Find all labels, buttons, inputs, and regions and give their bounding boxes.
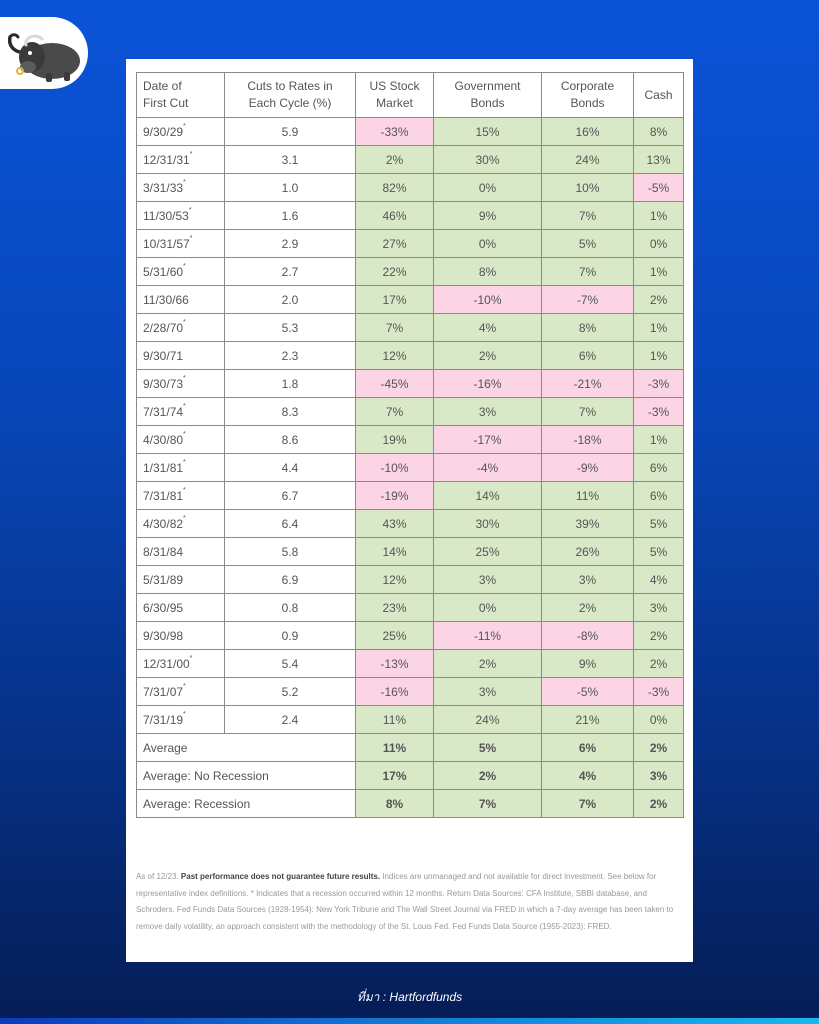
recession-marker: * xyxy=(183,458,186,466)
cell-gov: 0% xyxy=(434,174,542,202)
cell-gov: 15% xyxy=(434,118,542,146)
table-row xyxy=(137,426,684,454)
cell-date xyxy=(137,370,225,398)
table-body xyxy=(137,118,684,818)
cell-gov: -17% xyxy=(434,426,542,454)
table-row xyxy=(137,286,684,314)
bull-mascot-icon xyxy=(6,25,84,83)
cell-date xyxy=(137,230,225,258)
cell-date xyxy=(137,650,225,678)
cell-date xyxy=(137,594,225,622)
cell-cash: 2% xyxy=(634,286,684,314)
cell-date xyxy=(137,174,225,202)
cell-gov: -11% xyxy=(434,622,542,650)
cell-average-cash: 3% xyxy=(634,762,684,790)
date-text: 9/30/71 xyxy=(143,348,184,363)
cell-date xyxy=(137,510,225,538)
date-text: 5/31/89 xyxy=(143,572,184,587)
cell-cuts: 5.3 xyxy=(225,314,356,342)
cell-cash: 1% xyxy=(634,314,684,342)
cell-gov: 24% xyxy=(434,706,542,734)
average-row xyxy=(137,790,684,818)
cell-average-gov: 5% xyxy=(434,734,542,762)
cell-corp: 8% xyxy=(542,314,634,342)
cell-cash: 13% xyxy=(634,146,684,174)
logo-badge xyxy=(0,17,88,89)
cell-corp: -9% xyxy=(542,454,634,482)
cell-stock: 43% xyxy=(356,510,434,538)
date-text: 9/30/29 xyxy=(143,124,184,139)
date-text: 5/31/60 xyxy=(143,264,184,279)
header-cash: Cash xyxy=(634,73,684,118)
average-row xyxy=(137,734,684,762)
recession-marker: * xyxy=(183,682,186,690)
table-row xyxy=(137,594,684,622)
cell-corp: 10% xyxy=(542,174,634,202)
recession-marker: * xyxy=(188,206,192,214)
table-row xyxy=(137,342,684,370)
cell-cuts: 2.0 xyxy=(225,286,356,314)
cell-stock: 19% xyxy=(356,426,434,454)
cell-date xyxy=(137,426,225,454)
cell-date xyxy=(137,258,225,286)
cell-average-stock: 11% xyxy=(356,734,434,762)
cell-stock: -13% xyxy=(356,650,434,678)
recession-marker: * xyxy=(183,122,186,130)
cell-date xyxy=(137,146,225,174)
header-gov: Government Bonds xyxy=(434,73,542,118)
cell-cash: 1% xyxy=(634,342,684,370)
recession-marker: * xyxy=(183,486,186,494)
table-row xyxy=(137,118,684,146)
cell-cash: 8% xyxy=(634,118,684,146)
table-row xyxy=(137,454,684,482)
table-row xyxy=(137,314,684,342)
cell-cash: 0% xyxy=(634,230,684,258)
cell-gov: 30% xyxy=(434,510,542,538)
cell-cash: 2% xyxy=(634,622,684,650)
date-text: 7/31/07 xyxy=(143,684,184,699)
source-credit: ที่มา : Hartfordfunds xyxy=(356,990,463,1004)
table-row xyxy=(137,566,684,594)
bottom-accent-bar xyxy=(0,1018,819,1024)
cell-corp: 7% xyxy=(542,258,634,286)
cell-cash: 5% xyxy=(634,510,684,538)
cell-cash: 6% xyxy=(634,454,684,482)
cell-date xyxy=(137,202,225,230)
recession-marker: * xyxy=(189,150,193,158)
date-text: 10/31/57 xyxy=(143,236,190,251)
date-text: 11/30/66 xyxy=(143,292,189,307)
cell-date xyxy=(137,342,225,370)
cell-corp: 7% xyxy=(542,398,634,426)
cell-cash: 2% xyxy=(634,650,684,678)
date-text: 7/31/19 xyxy=(143,712,184,727)
cell-cuts: 5.9 xyxy=(225,118,356,146)
cell-average-gov: 7% xyxy=(434,790,542,818)
cell-average-label: Average: No Recession xyxy=(137,762,356,790)
cell-gov: 3% xyxy=(434,678,542,706)
cell-stock: -19% xyxy=(356,482,434,510)
cell-stock: -45% xyxy=(356,370,434,398)
rate-cut-returns-table xyxy=(136,72,684,818)
date-text: 7/31/74 xyxy=(143,404,184,419)
cell-gov: 2% xyxy=(434,342,542,370)
cell-corp: -8% xyxy=(542,622,634,650)
cell-average-corp: 6% xyxy=(542,734,634,762)
cell-average-cash: 2% xyxy=(634,734,684,762)
date-text: 2/28/70 xyxy=(143,320,184,335)
cell-stock: 82% xyxy=(356,174,434,202)
cell-cuts: 2.7 xyxy=(225,258,356,286)
date-text: 9/30/98 xyxy=(143,628,184,643)
cell-stock: 12% xyxy=(356,566,434,594)
recession-marker: * xyxy=(183,374,186,382)
cell-average-corp: 4% xyxy=(542,762,634,790)
cell-cash: 3% xyxy=(634,594,684,622)
cell-cash: 1% xyxy=(634,258,684,286)
cell-cash: -3% xyxy=(634,678,684,706)
recession-marker: * xyxy=(183,262,186,270)
cell-cuts: 6.9 xyxy=(225,566,356,594)
cell-stock: 25% xyxy=(356,622,434,650)
date-text: 11/30/53 xyxy=(143,208,189,223)
cell-gov: 14% xyxy=(434,482,542,510)
date-text: 3/31/33 xyxy=(143,180,184,195)
cell-corp: 24% xyxy=(542,146,634,174)
cell-average-stock: 8% xyxy=(356,790,434,818)
recession-marker: * xyxy=(189,234,193,242)
date-text: 9/30/73 xyxy=(143,376,184,391)
cell-gov: 25% xyxy=(434,538,542,566)
date-text: 7/31/81 xyxy=(143,488,184,503)
table-header-row xyxy=(137,73,684,118)
cell-date xyxy=(137,538,225,566)
cell-stock: 46% xyxy=(356,202,434,230)
cell-cuts: 5.2 xyxy=(225,678,356,706)
table-row xyxy=(137,706,684,734)
footnote: As of 12/23. Past performance does not guarantee future results. Indices are unmanaged and not available for direct investment. See below for representative index definitions. * Indicates that a recession occurred within 12 months. Return Data Sources: CFA Institute, SBBI database, and Schroders. Fed Funds Data Sources (1928-1954): New York Tribune and The Wall Street Journal via FRED in which a 7-day average has been taken to remove daily volatility, an approach consistent with the methodology of the St. Louis Fed. Fed Funds Data Source (1955-2023): FRED. xyxy=(136,872,674,931)
cell-corp: 11% xyxy=(542,482,634,510)
date-text: 12/31/00 xyxy=(143,656,190,671)
cell-average-stock: 17% xyxy=(356,762,434,790)
table-row xyxy=(137,202,684,230)
cell-gov: 0% xyxy=(434,230,542,258)
cell-cash: 6% xyxy=(634,482,684,510)
cell-average-label: Average: Recession xyxy=(137,790,356,818)
cell-stock: -33% xyxy=(356,118,434,146)
header-cuts: Cuts to Rates in Each Cycle (%) xyxy=(225,73,356,118)
cell-cuts: 4.4 xyxy=(225,454,356,482)
cell-gov: 4% xyxy=(434,314,542,342)
cell-stock: 27% xyxy=(356,230,434,258)
cell-cash: 0% xyxy=(634,706,684,734)
cell-corp: 16% xyxy=(542,118,634,146)
cell-date xyxy=(137,566,225,594)
cell-date xyxy=(137,622,225,650)
cell-stock: 17% xyxy=(356,286,434,314)
date-text: 8/31/84 xyxy=(143,544,184,559)
cell-cuts: 5.8 xyxy=(225,538,356,566)
cell-cuts: 2.4 xyxy=(225,706,356,734)
average-row xyxy=(137,762,684,790)
cell-cuts: 2.9 xyxy=(225,230,356,258)
cell-cash: 1% xyxy=(634,202,684,230)
cell-cash: 1% xyxy=(634,426,684,454)
cell-corp: 6% xyxy=(542,342,634,370)
cell-gov: 3% xyxy=(434,398,542,426)
header-corp: Corporate Bonds xyxy=(542,73,634,118)
cell-average-gov: 2% xyxy=(434,762,542,790)
cell-corp: -5% xyxy=(542,678,634,706)
cell-stock: 12% xyxy=(356,342,434,370)
recession-marker: * xyxy=(183,318,186,326)
table-row xyxy=(137,230,684,258)
cell-gov: 9% xyxy=(434,202,542,230)
cell-cash: 5% xyxy=(634,538,684,566)
table-row xyxy=(137,146,684,174)
table-row xyxy=(137,650,684,678)
cell-date xyxy=(137,678,225,706)
cell-date xyxy=(137,454,225,482)
table-row xyxy=(137,370,684,398)
cell-cuts: 0.9 xyxy=(225,622,356,650)
cell-corp: 26% xyxy=(542,538,634,566)
table-row xyxy=(137,510,684,538)
cell-stock: 22% xyxy=(356,258,434,286)
cell-corp: -21% xyxy=(542,370,634,398)
cell-gov: 0% xyxy=(434,594,542,622)
cell-date xyxy=(137,286,225,314)
cell-average-corp: 7% xyxy=(542,790,634,818)
cell-cuts: 8.6 xyxy=(225,426,356,454)
recession-marker: * xyxy=(189,654,193,662)
cell-cash: 4% xyxy=(634,566,684,594)
cell-gov: 8% xyxy=(434,258,542,286)
cell-gov: 2% xyxy=(434,650,542,678)
cell-cash: -3% xyxy=(634,370,684,398)
cell-gov: -16% xyxy=(434,370,542,398)
cell-corp: 2% xyxy=(542,594,634,622)
date-text: 1/31/81 xyxy=(143,460,184,475)
table-row xyxy=(137,482,684,510)
recession-marker: * xyxy=(183,402,186,410)
cell-cuts: 1.0 xyxy=(225,174,356,202)
recession-marker: * xyxy=(183,514,186,522)
cell-corp: 5% xyxy=(542,230,634,258)
header-date: Date of First Cut xyxy=(137,73,225,118)
cell-date xyxy=(137,706,225,734)
cell-stock: 7% xyxy=(356,314,434,342)
cell-stock: 2% xyxy=(356,146,434,174)
date-text: 4/30/80 xyxy=(143,432,184,447)
cell-stock: 14% xyxy=(356,538,434,566)
cell-average-cash: 2% xyxy=(634,790,684,818)
report-card xyxy=(126,59,693,962)
cell-stock: 7% xyxy=(356,398,434,426)
recession-marker: * xyxy=(183,430,186,438)
cell-cuts: 6.4 xyxy=(225,510,356,538)
cell-date xyxy=(137,398,225,426)
cell-date xyxy=(137,482,225,510)
cell-date xyxy=(137,118,225,146)
cell-corp: 3% xyxy=(542,566,634,594)
cell-cuts: 3.1 xyxy=(225,146,356,174)
cell-cuts: 1.8 xyxy=(225,370,356,398)
cell-stock: -10% xyxy=(356,454,434,482)
cell-corp: 7% xyxy=(542,202,634,230)
cell-cuts: 1.6 xyxy=(225,202,356,230)
cell-cash: -5% xyxy=(634,174,684,202)
date-text: 6/30/95 xyxy=(143,600,184,615)
cell-stock: -16% xyxy=(356,678,434,706)
cell-cuts: 8.3 xyxy=(225,398,356,426)
cell-gov: -4% xyxy=(434,454,542,482)
header-stock: US Stock Market xyxy=(356,73,434,118)
cell-cuts: 6.7 xyxy=(225,482,356,510)
cell-corp: -7% xyxy=(542,286,634,314)
cell-corp: 9% xyxy=(542,650,634,678)
cell-date xyxy=(137,314,225,342)
cell-stock: 23% xyxy=(356,594,434,622)
table-row xyxy=(137,678,684,706)
cell-cash: -3% xyxy=(634,398,684,426)
cell-cuts: 2.3 xyxy=(225,342,356,370)
cell-gov: 3% xyxy=(434,566,542,594)
cell-corp: 21% xyxy=(542,706,634,734)
table-row xyxy=(137,538,684,566)
cell-cuts: 0.8 xyxy=(225,594,356,622)
cell-cuts: 5.4 xyxy=(225,650,356,678)
cell-corp: 39% xyxy=(542,510,634,538)
table-row xyxy=(137,174,684,202)
cell-stock: 11% xyxy=(356,706,434,734)
cell-gov: -10% xyxy=(434,286,542,314)
cell-corp: -18% xyxy=(542,426,634,454)
recession-marker: * xyxy=(183,178,186,186)
recession-marker: * xyxy=(183,710,186,718)
date-text: 12/31/31 xyxy=(143,152,190,167)
cell-average-label: Average xyxy=(137,734,356,762)
table-row xyxy=(137,258,684,286)
table-row xyxy=(137,622,684,650)
date-text: 4/30/82 xyxy=(143,516,184,531)
cell-gov: 30% xyxy=(434,146,542,174)
table-row xyxy=(137,398,684,426)
